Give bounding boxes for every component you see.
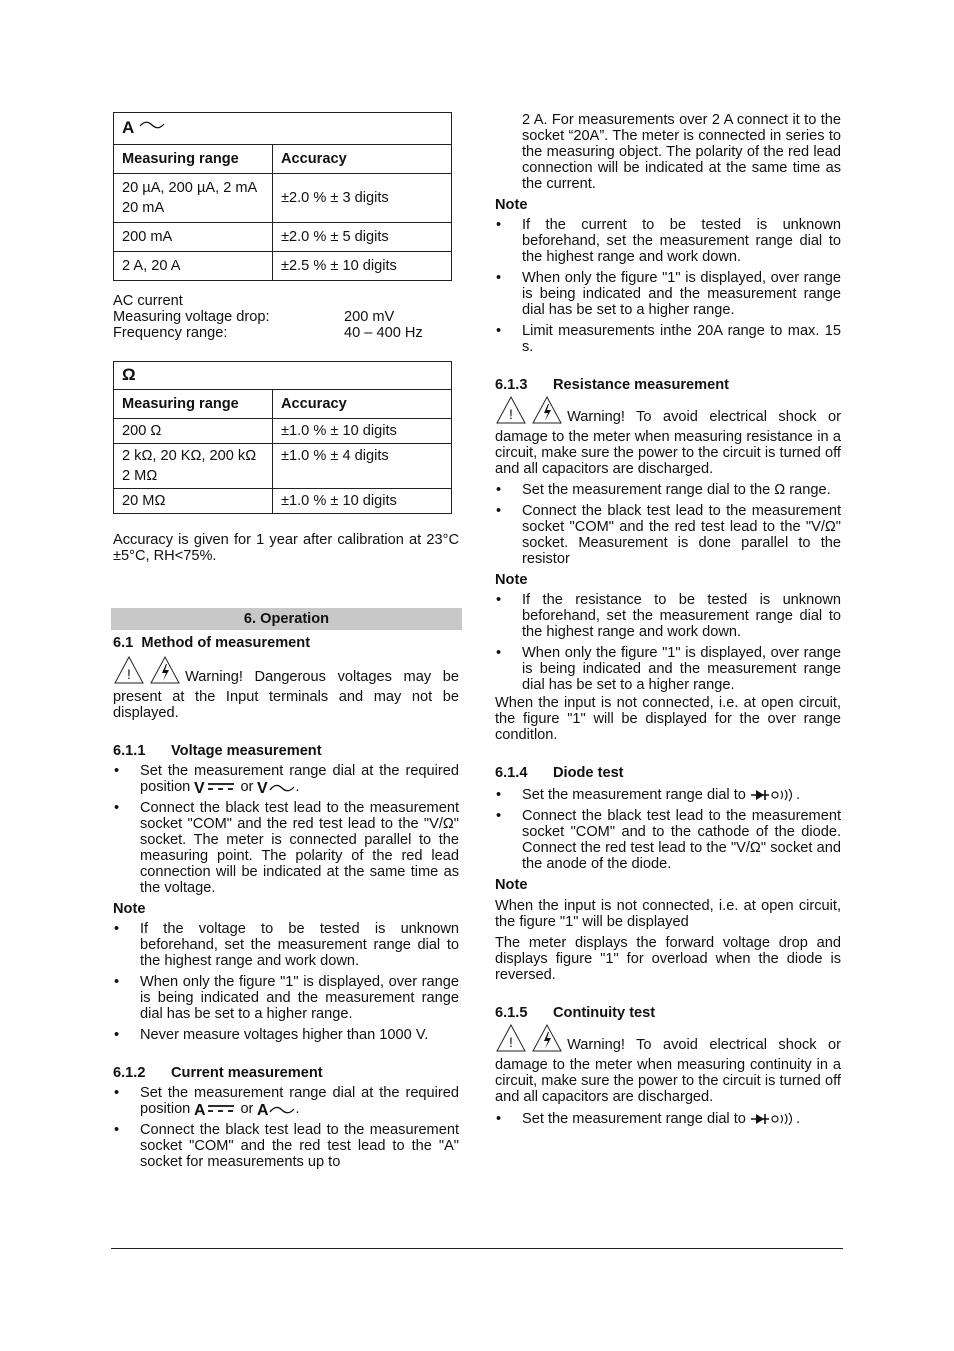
heading-6-1 (113, 635, 459, 651)
diode-continuity-icon (750, 1112, 796, 1126)
heading-number: 6.1.1 (113, 743, 146, 759)
dc-voltage-icon (194, 780, 236, 794)
right-column (495, 112, 841, 1132)
column-header: Accuracy (273, 145, 452, 174)
note-label: Note (495, 877, 528, 893)
range-cell: 2 A, 20 A (114, 252, 273, 281)
svg-text:!: ! (127, 666, 131, 682)
heading-6-1-3 (495, 377, 841, 393)
ampere-symbol: A (122, 118, 135, 137)
resistance-table (113, 361, 452, 514)
paragraph: When the input is not connected, i.e. at open circuit, the figure "1" will be displayed for the over range conditlon. (495, 695, 841, 743)
high-voltage-triangle-icon (531, 395, 563, 425)
range-cell: 2 MΩ (122, 468, 158, 484)
heading-title: Resistance measurement (553, 377, 730, 393)
list-item: • If the current to be tested is unknown beforehand, set the measurement range dial to the highest range and work down. (495, 217, 841, 265)
heading-6-1-1 (113, 743, 459, 759)
frequency-label: Frequency range: (113, 325, 228, 341)
heading-6-1-2 (113, 1065, 459, 1081)
accuracy-cell: ±1.0 % ± 10 digits (273, 489, 452, 514)
list-item: • Limit measurements inthe 20A range to max. 15 s. (495, 323, 841, 355)
section-bar-operation: 6. Operation (111, 608, 462, 630)
high-voltage-triangle-icon (531, 1023, 563, 1053)
footer-rule (111, 1248, 843, 1249)
svg-text:!: ! (509, 406, 513, 422)
heading-title: Diode test (553, 765, 624, 781)
list-item: • Set the measurement range dial to . (495, 1111, 841, 1127)
diode-list (495, 787, 841, 872)
frequency-value: 40 – 400 Hz (344, 325, 423, 341)
list-text: or (240, 1101, 254, 1117)
range-cell: 200 Ω (114, 419, 273, 444)
heading-number: 6.1.5 (495, 1005, 528, 1021)
list-item: • Never measure voltages higher than 1000 V. (113, 1027, 459, 1043)
warning-paragraph (113, 655, 459, 721)
table-row (114, 419, 452, 444)
list-item: • Set the measurement range dial at the required position V or V . (113, 763, 459, 795)
ac-current-icon (257, 1102, 295, 1116)
voltage-list (113, 763, 459, 896)
table-row (114, 252, 452, 281)
note-label: Note (113, 901, 146, 917)
current-list (113, 1085, 459, 1170)
list-text: Set the measurement range dial to (522, 1111, 746, 1127)
paragraph: When the input is not connected, i.e. at open circuit, the figure "1" will be displayed (495, 898, 841, 930)
list-text: Set the measurement range dial at the required position (140, 763, 459, 795)
list-item: • When only the figure "1" is displayed, over range is being indicated and the measurement range dial has be set to a higher range. (495, 645, 841, 693)
ac-info-title: AC current (113, 293, 183, 309)
warning-paragraph (495, 395, 841, 477)
ac-current-table (113, 112, 452, 281)
list-item: • Set the measurement range dial to the Ω range. (495, 482, 841, 498)
heading-6-1-4 (495, 765, 841, 781)
heading-number: 6.1.4 (495, 765, 528, 781)
svg-text:V: V (257, 780, 269, 794)
voltage-drop-label: Measuring voltage drop: (113, 309, 270, 325)
list-item: • When only the figure "1" is displayed, over range is being indicated and the measurement range dial has be set to a higher range. (113, 974, 459, 1022)
svg-text:!: ! (509, 1034, 513, 1050)
ohm-symbol: Ω (122, 365, 136, 384)
warning-paragraph (495, 1023, 841, 1105)
warning-icons (495, 395, 563, 429)
warning-icons (495, 1023, 563, 1057)
svg-text:A: A (257, 1102, 270, 1116)
resistance-list (495, 482, 841, 567)
list-item: • Connect the black test lead to the measurement socket "COM" and the red test lead to the "V/Ω" socket. The meter is connected parallel to the measuring point. The polarity of the red lead connection will be indicated at the same time as the voltage. (113, 800, 459, 896)
caution-triangle-icon (495, 1023, 527, 1053)
left-column (113, 112, 459, 1175)
ac-info (113, 293, 459, 341)
table-title (114, 113, 452, 145)
list-item: • When only the figure "1" is displayed, over range is being indicated and the measurement range dial has be set to a higher range. (495, 270, 841, 318)
list-item: • Set the measurement range dial to . (495, 787, 841, 803)
paragraph: The meter displays the forward voltage drop and displays figure "1" for overload when the diode is reversed. (495, 935, 841, 983)
current-note-list (495, 217, 841, 355)
voltage-drop-value: 200 mV (344, 309, 395, 325)
warning-text: Warning! To avoid electrical shock or damage to the meter when measuring resistance in a circuit, make sure the power to the circuit is turned off and all capacitors are discharged. (495, 409, 841, 477)
heading-number: 6.1 (113, 635, 134, 651)
heading-6-1-5 (495, 1005, 841, 1021)
range-cell: 20 mA (122, 200, 165, 216)
list-item: • Connect the black test lead to the measurement socket "COM" and the red test lead to the "A" socket for measurements up to (113, 1122, 459, 1170)
heading-title: Voltage measurement (171, 743, 322, 759)
list-text: Set the measurement range dial at the required position (140, 1085, 459, 1117)
list-item: • Connect the black test lead to the measurement socket "COM" and the red test lead to the "V/Ω" socket. Measurement is done parallel to the resistor (495, 503, 841, 567)
note-label: Note (495, 572, 528, 588)
ac-voltage-icon (257, 780, 295, 794)
list-item-continuation: 2 A. For measurements over 2 A connect it to the socket “20A”. The meter is connected in series to the measuring object. The polarity of the red lead connection will be indicated at the same time as the current. (522, 112, 841, 192)
list-text: or (240, 779, 254, 795)
accuracy-cell: ±2.5 % ± 10 digits (273, 252, 452, 281)
accuracy-cell: ±1.0 % ± 10 digits (273, 419, 452, 444)
caution-triangle-icon (113, 655, 145, 685)
range-cell: 20 MΩ (114, 489, 273, 514)
table-row (114, 489, 452, 514)
range-cell: 200 mA (114, 223, 273, 252)
table-row (114, 223, 452, 252)
accuracy-cell: ±2.0 % ± 3 digits (273, 174, 452, 223)
heading-title: Continuity test (553, 1005, 656, 1021)
accuracy-cell: ±1.0 % ± 4 digits (273, 444, 452, 489)
range-cell: 2 kΩ, 20 KΩ, 200 kΩ (122, 448, 257, 464)
svg-text:A: A (194, 1102, 206, 1116)
range-cell: 20 µA, 200 µA, 2 mA (122, 180, 258, 196)
ac-wave-icon (138, 119, 166, 131)
heading-title: Current measurement (171, 1065, 323, 1081)
warning-icons (113, 655, 181, 689)
warning-text: Warning! Dangerous voltages may be present at the Input terminals and may not be displayed. (113, 669, 459, 721)
list-item: • Connect the black test lead to the measurement socket "COM" and to the cathode of the diode. Connect the red test lead to the "V/Ω" socket and the anode of the diode. (495, 808, 841, 872)
heading-number: 6.1.2 (113, 1065, 146, 1081)
heading-number: 6.1.3 (495, 377, 528, 393)
column-header: Measuring range (114, 390, 273, 419)
warning-text: Warning! To avoid electrical shock or damage to the meter when measuring continuity in a circuit, make sure the power to the circuit is turned off and all capacitors are discharged. (495, 1037, 841, 1105)
diode-continuity-icon (750, 788, 796, 802)
resistance-note-list (495, 592, 841, 693)
heading-title: Method of measurement (141, 635, 311, 651)
voltage-note-list (113, 921, 459, 1043)
continuity-list (495, 1111, 841, 1127)
list-item: • If the resistance to be tested is unknown beforehand, set the measurement range dial to the highest range and work down. (495, 592, 841, 640)
list-item: • Set the measurement range dial at the required position A or A . (113, 1085, 459, 1117)
high-voltage-triangle-icon (149, 655, 181, 685)
table-row (114, 174, 452, 223)
column-header: Accuracy (273, 390, 452, 419)
column-header: Measuring range (114, 145, 273, 174)
accuracy-cell: ±2.0 % ± 5 digits (273, 223, 452, 252)
list-text: Set the measurement range dial to (522, 787, 746, 803)
note-label: Note (495, 197, 528, 213)
list-item: • If the voltage to be tested is unknown beforehand, set the measurement range dial to the highest range and work down. (113, 921, 459, 969)
svg-text:V: V (194, 780, 206, 794)
accuracy-note: Accuracy is given for 1 year after calibration at 23°C ±5°C, RH<75%. (113, 532, 459, 564)
caution-triangle-icon (495, 395, 527, 425)
table-row (114, 444, 452, 489)
table-title (114, 362, 452, 390)
dc-current-icon (194, 1102, 236, 1116)
